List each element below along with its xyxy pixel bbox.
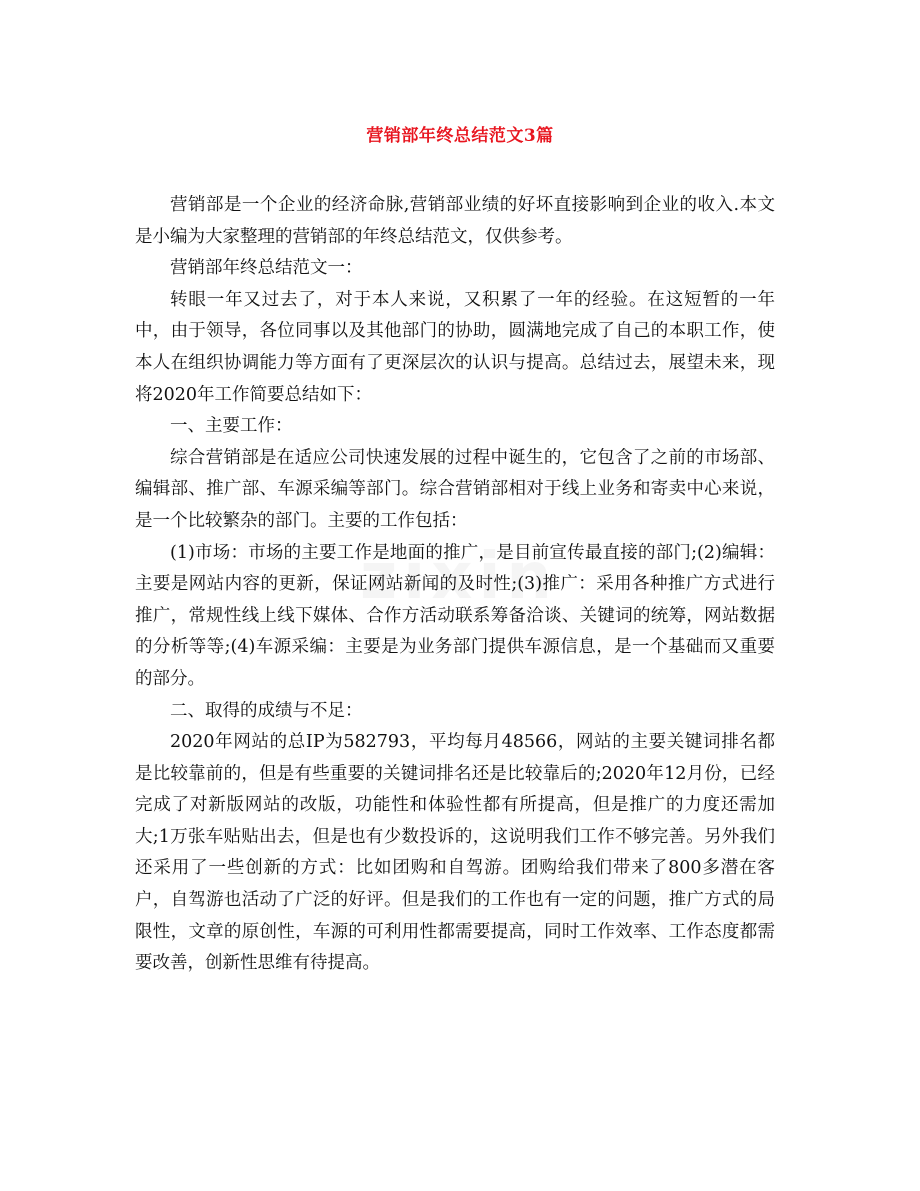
section-heading-sample-one: 营销部年终总结范文一： [170, 258, 363, 279]
intro-paragraph: 营销部是一个企业的经济命脉,营销部业绩的好坏直接影响到企业的收入.本文是小编为大家整理的营销部的年终总结范文，仅供参考。 [135, 195, 775, 247]
opening-paragraph: 转眼一年又过去了，对于本人来说，又积累了一年的经验。在这短暂的一年中，由于领导，各位同事以及其他部门的协助，圆满地完成了自己的本职工作，使本人在组织协调能力等方面有了更深层次的认识与提高。总结过去，展望未来，现将2020年工作简要总结如下： [135, 289, 775, 405]
page-title: 营销部年终总结范文3篇 [366, 126, 554, 146]
document-body [135, 190, 775, 980]
work-items-paragraph: (1)市场：市场的主要工作是地面的推广，是目前宣传最直接的部门;(2)编辑：主要是网站内容的更新，保证网站新闻的及时性;(3)推广：采用各种推广方式进行推广，常规性线上线下媒体、合作方活动联系筹备洽谈、关键词的统筹，网站数据的分析等等;(4)车源采编：主要是为业务部门提供车源信息，是一个基础而又重要的部分。 [135, 542, 775, 689]
main-work-paragraph: 综合营销部是在适应公司快速发展的过程中诞生的，它包含了之前的市场部、编辑部、推广部、车源采编等部门。综合营销部相对于线上业务和寄卖中心来说，是一个比较繁杂的部门。主要的工作包括： [135, 447, 775, 531]
achievements-paragraph: 2020年网站的总IP为582793，平均每月48566，网站的主要关键词排名都是比较靠前的，但是有些重要的关键词排名还是比较靠后的;2020年12月份，已经完成了对新版网站的改版，功能性和体验性都有所提高，但是推广的力度还需加大;1万张车贴贴出去，但是也有少数投诉的，这说明我们工作不够完善。另外我们还采用了一些创新的方式：比如团购和自驾游。团购给我们带来了800多潜在客户，自驾游也活动了广泛的好评。但是我们的工作也有一定的问题，推广方式的局限性，文章的原创性，车源的可利用性都需要提高，同时工作效率、工作态度都需要改善，创新性思维有待提高。 [135, 732, 775, 974]
section-heading-main-work: 一、主要工作： [170, 416, 293, 437]
section-heading-achievements: 二、取得的成绩与不足： [170, 700, 363, 721]
